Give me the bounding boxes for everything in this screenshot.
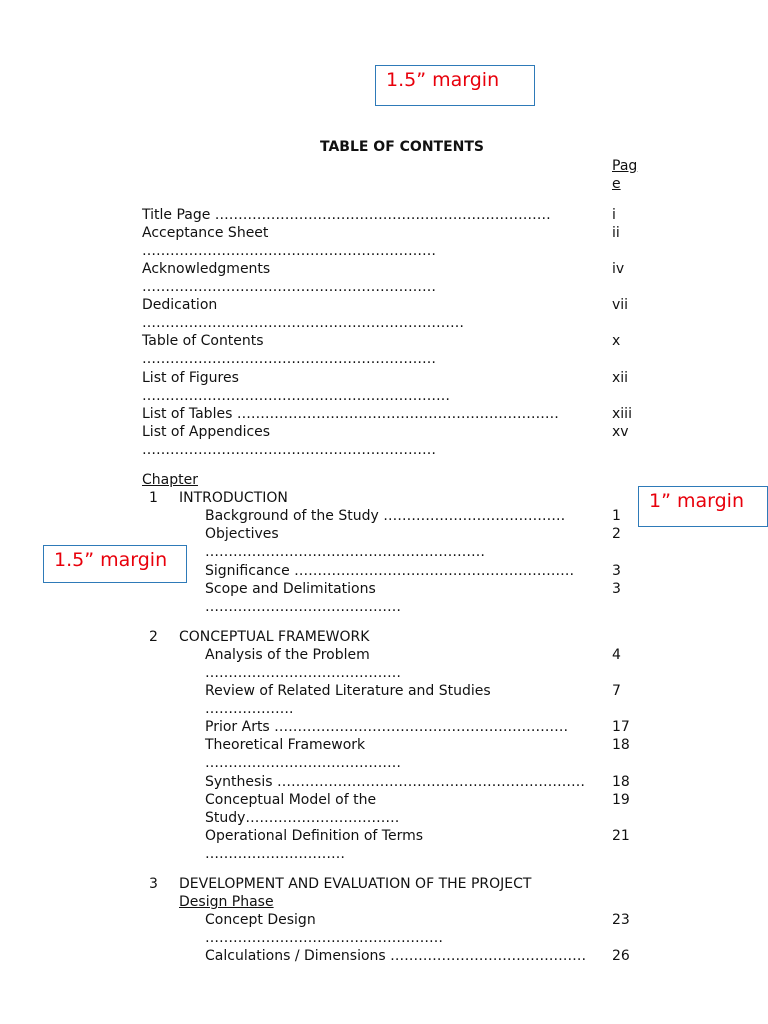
page-column-header: Page xyxy=(612,158,638,192)
toc-leader-dots: ………………………………………………………… xyxy=(142,388,450,404)
toc-page-number: 18 xyxy=(612,774,630,790)
toc-entry-calculations: Calculations / Dimensions …………………………………… xyxy=(205,948,587,964)
toc-page-number: 4 xyxy=(612,647,621,663)
toc-leader-dots: ……………………………………………………… xyxy=(142,243,436,259)
toc-page-number: 19 xyxy=(612,792,630,808)
toc-entry-table-of-contents: Table of Contents xyxy=(142,333,264,349)
toc-entry-dedication: Dedication xyxy=(142,297,218,313)
toc-leader-dots: …………………………………………… xyxy=(205,930,443,946)
chapter-column-header: Chapter xyxy=(142,472,198,488)
toc-page-number: 3 xyxy=(612,581,621,597)
toc-leader-dots: …………………………………… xyxy=(205,665,401,681)
toc-leader-dots: ……………………………………………………… xyxy=(142,442,436,458)
chapter-title-introduction: INTRODUCTION xyxy=(179,490,288,506)
toc-page-number: 23 xyxy=(612,912,630,928)
toc-leader-dots: …………………………………………………… xyxy=(205,544,485,560)
toc-page-number: x xyxy=(612,333,621,349)
toc-leader-dots: ………………. xyxy=(205,701,294,717)
phase-heading-design: Design Phase xyxy=(179,894,274,910)
chapter-number: 1 xyxy=(149,490,158,506)
left-margin-callout: 1.5” margin xyxy=(43,545,187,583)
toc-page-number: vii xyxy=(612,297,629,313)
toc-entry-title-page: Title Page ……………………………………………………………… xyxy=(142,207,551,223)
toc-entry-continuation: Study…………………………… xyxy=(205,810,400,826)
chapter-title-development: DEVELOPMENT AND EVALUATION OF THE PROJECT xyxy=(179,876,532,892)
chapter-number: 3 xyxy=(149,876,158,892)
toc-page-number: 7 xyxy=(612,683,621,699)
toc-entry-synthesis: Synthesis ………………………………………………………… xyxy=(205,774,585,790)
toc-entry-analysis: Analysis of the Problem xyxy=(205,647,370,663)
toc-entry-list-of-tables: List of Tables …………………………………………………………… xyxy=(142,406,559,422)
toc-page-number: xii xyxy=(612,370,629,386)
toc-entry-concept-design: Concept Design xyxy=(205,912,316,928)
toc-leader-dots: ………………………… xyxy=(205,846,345,862)
chapter-number: 2 xyxy=(149,629,158,645)
toc-leader-dots: ……………………………………………………… xyxy=(142,351,436,367)
toc-page-number: xv xyxy=(612,424,629,440)
toc-page-number: iv xyxy=(612,261,625,277)
toc-leader-dots: …………………………………………………………… xyxy=(142,315,464,331)
toc-page-number: 26 xyxy=(612,948,630,964)
toc-page-number: 1 xyxy=(612,508,621,524)
toc-page-number: 21 xyxy=(612,828,630,844)
toc-leader-dots: …………………………………… xyxy=(205,599,401,615)
right-margin-callout: 1” margin xyxy=(638,486,768,527)
toc-entry-operational-definition: Operational Definition of Terms xyxy=(205,828,424,844)
toc-leader-dots: …………………………………… xyxy=(205,755,401,771)
toc-entry-review: Review of Related Literature and Studies xyxy=(205,683,491,699)
toc-page-number: 18 xyxy=(612,737,630,753)
chapter-title-conceptual-framework: CONCEPTUAL FRAMEWORK xyxy=(179,629,370,645)
toc-page-number: i xyxy=(612,207,616,223)
toc-entry-theoretical-framework: Theoretical Framework xyxy=(205,737,366,753)
toc-entry-objectives: Objectives xyxy=(205,526,279,542)
toc-page-number: 17 xyxy=(612,719,630,735)
toc-page-number: xiii xyxy=(612,406,632,422)
toc-page-number: ii xyxy=(612,225,620,241)
toc-title: TABLE OF CONTENTS xyxy=(319,139,485,155)
toc-entry-list-of-appendices: List of Appendices xyxy=(142,424,271,440)
toc-page-number: 3 xyxy=(612,563,621,579)
toc-page-number: 2 xyxy=(612,526,621,542)
toc-entry-acknowledgments: Acknowledgments xyxy=(142,261,271,277)
toc-leader-dots: ……………………………………………………… xyxy=(142,279,436,295)
toc-entry-significance: Significance …………………………………………………… xyxy=(205,563,575,579)
toc-entry-scope: Scope and Delimitations xyxy=(205,581,376,597)
toc-entry-list-of-figures: List of Figures xyxy=(142,370,239,386)
toc-entry-background: Background of the Study ………………………………… xyxy=(205,508,566,524)
toc-entry-conceptual-model: Conceptual Model of the xyxy=(205,792,377,808)
toc-entry-acceptance-sheet: Acceptance Sheet xyxy=(142,225,269,241)
top-margin-callout: 1.5” margin xyxy=(375,65,535,106)
toc-entry-prior-arts: Prior Arts ……………………………………………………… xyxy=(205,719,569,735)
